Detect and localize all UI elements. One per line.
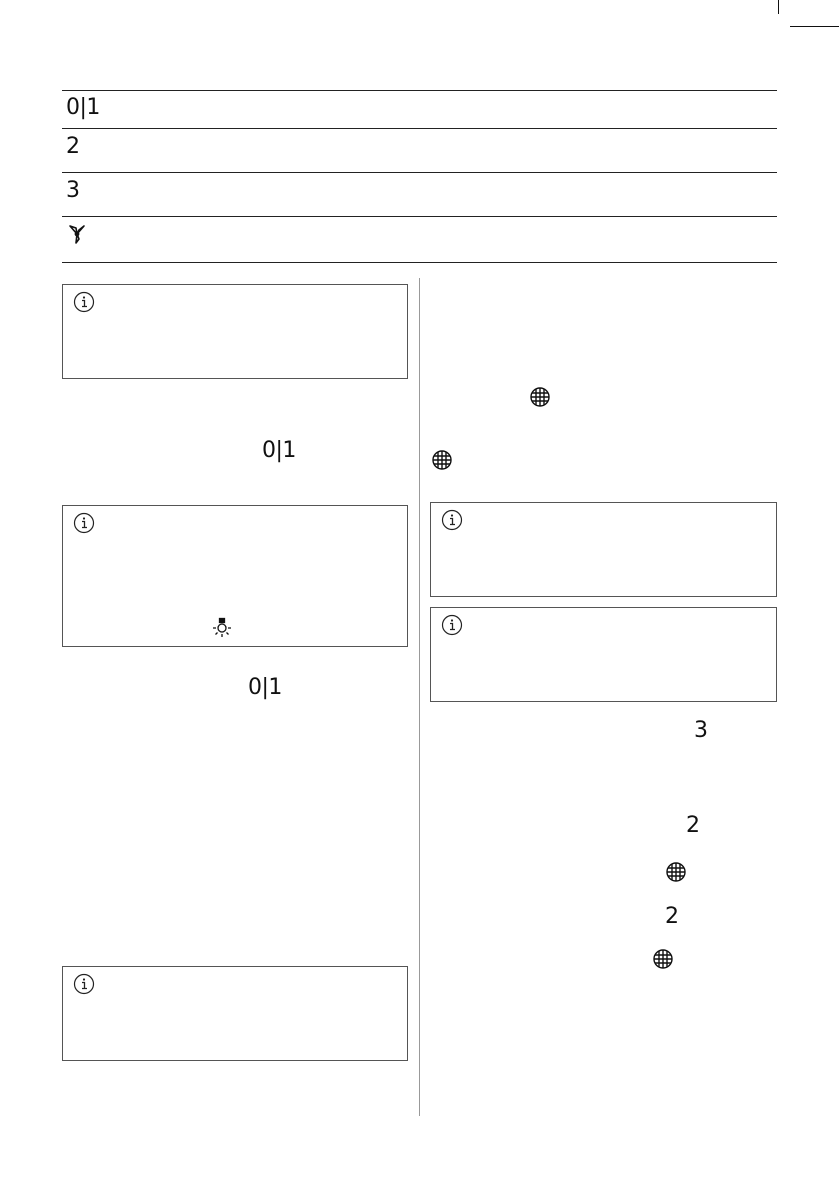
info-icon xyxy=(73,512,95,534)
grid-filter-icon xyxy=(529,386,551,408)
onoff-symbol: 0|1 xyxy=(248,675,282,700)
column-divider xyxy=(419,278,420,1116)
fan-icon xyxy=(66,223,88,245)
crop-mark-top xyxy=(778,0,779,14)
table-rule xyxy=(62,216,777,217)
table-rule xyxy=(62,262,777,263)
info-icon xyxy=(73,291,95,313)
table-rule xyxy=(62,128,777,129)
note-box xyxy=(430,607,777,702)
info-icon xyxy=(441,509,463,531)
note-box xyxy=(430,502,777,597)
speed-2-symbol: 2 xyxy=(686,813,700,838)
note-box xyxy=(62,505,408,647)
onoff-symbol: 0|1 xyxy=(262,438,296,463)
note-box xyxy=(62,966,408,1061)
speed-2-symbol: 2 xyxy=(665,904,679,929)
speed-2-symbol: 2 xyxy=(66,134,80,159)
table-rule xyxy=(62,172,777,173)
grid-filter-icon xyxy=(431,449,453,471)
light-bulb-icon xyxy=(211,617,233,639)
grid-filter-icon xyxy=(652,948,674,970)
note-box xyxy=(62,284,408,379)
onoff-symbol: 0|1 xyxy=(66,95,100,120)
info-icon xyxy=(73,973,95,995)
crop-mark-right xyxy=(790,26,839,27)
grid-filter-icon xyxy=(665,861,687,883)
info-icon xyxy=(441,614,463,636)
speed-3-symbol: 3 xyxy=(66,178,80,203)
table-rule xyxy=(62,90,777,91)
speed-3-symbol: 3 xyxy=(694,718,708,743)
